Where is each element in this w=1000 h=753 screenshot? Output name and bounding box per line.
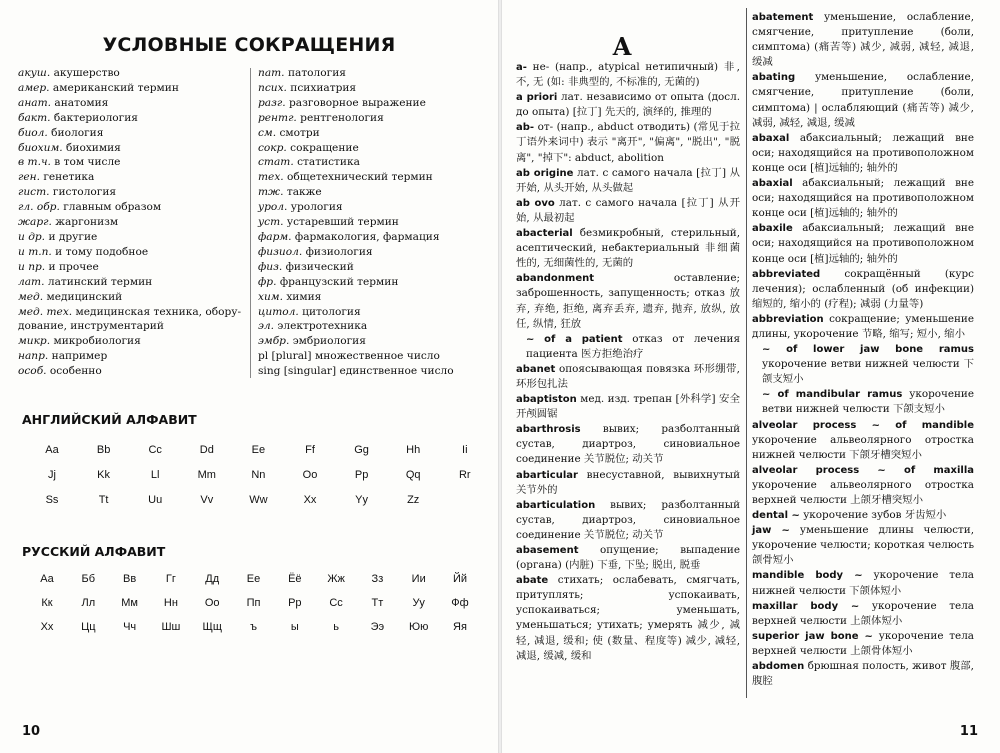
abbreviation: урол. (258, 201, 288, 214)
abbreviation-meaning: химия (286, 290, 322, 303)
alphabet-letter: Vv (200, 494, 214, 506)
abbreviation-item (18, 96, 246, 111)
dictionary-entry (752, 463, 974, 508)
abbreviation-meaning: психиатрия (290, 81, 357, 94)
abbreviation-item (18, 305, 246, 335)
headword: ~ of a patient (526, 333, 623, 345)
alphabet-letter: Юю (409, 621, 429, 633)
headword: ~ of lower jaw bone ramus (762, 344, 974, 356)
dictionary-entry (752, 599, 974, 629)
alphabet-letter: Сс (329, 597, 343, 609)
alphabet-letter: Mm (197, 469, 216, 481)
abbreviation-item (258, 66, 486, 81)
definition: внесуставной, вывихнутый 关节外的 (516, 468, 740, 496)
headword: abaptiston (516, 394, 577, 406)
abbreviation: pl [plural] (258, 350, 312, 363)
abbreviation: гист. (18, 186, 50, 199)
dictionary-sub-entry (752, 387, 974, 417)
headword: abdomen (752, 661, 805, 673)
abbreviation: жарг. (18, 216, 52, 229)
definition: лат. с самого начала [拉丁] 从开始, 从头开始, 从头做起 (516, 166, 741, 194)
alphabet-letter: Кк (41, 597, 53, 609)
dictionary-column-1 (516, 60, 740, 664)
right-page (502, 0, 1000, 753)
abbreviation-item (258, 230, 486, 245)
alphabet-letter: Jj (48, 469, 56, 481)
definition: от- (напр., abduct отводить) (常见于拉丁语外来词中) 表示 "离开", "偏离", "脱出", "脱离", "掉下": abduct, abolition (516, 121, 740, 164)
alphabet-letter: Qq (405, 469, 421, 481)
abbreviation: амер. (18, 81, 50, 94)
headword: abbreviation (752, 313, 824, 325)
alphabet-letter: Ww (249, 494, 268, 506)
alphabet-letter: Bb (96, 444, 111, 456)
abbreviation-meaning: смотри (279, 126, 320, 139)
abbreviation-meaning: рентгенология (300, 111, 384, 124)
alphabet-letter: Cc (148, 444, 162, 456)
abbreviation-meaning: устаревший термин (286, 216, 399, 229)
dictionary-entry (516, 573, 740, 664)
alphabet-letter: Zz (407, 494, 420, 506)
abbreviation: бакт. (18, 111, 51, 124)
dictionary-entry (752, 629, 974, 659)
alphabet-letter: Дд (205, 573, 220, 585)
abbreviation: эмбр. (258, 335, 290, 348)
abbreviation-meaning: и тому подобное (55, 245, 149, 258)
abbreviation-meaning: особенно (49, 365, 102, 378)
abbreviation-meaning: физиология (305, 245, 373, 258)
abbreviation-item (258, 349, 486, 364)
definition: опущение; выпадение (органа) (内脏) 下垂, 下坠; 脱出, 脱垂 (516, 544, 740, 572)
dictionary-sub-entry (752, 342, 974, 387)
abbreviation-meaning: множественное число (314, 350, 440, 363)
abbreviation-item (258, 141, 486, 156)
headword: abanet (516, 363, 556, 375)
definition: укорочение ветви нижней челюсти 下颌支短小 (762, 388, 974, 416)
abbreviation: фр. (258, 275, 277, 288)
definition: уменьшение длины челюсти, укорочение челюсти; короткая челюсть 颌骨短小 (752, 524, 974, 567)
dictionary-entry (752, 131, 974, 176)
alphabet-letter: Вв (123, 573, 137, 585)
headword: ab ovo (516, 197, 555, 209)
definition: укорочение зубов 牙齿短小 (799, 509, 947, 522)
abbreviation-meaning: биология (51, 126, 104, 139)
abbreviation: биол. (18, 126, 48, 139)
alphabet-letter: Ss (45, 494, 59, 506)
dictionary-entry (752, 221, 974, 266)
dictionary-entry (516, 60, 740, 90)
dictionary-entry (752, 508, 974, 523)
abbreviation: физ. (258, 260, 283, 273)
alphabet-letter: Ээ (370, 621, 385, 633)
definition: сокращённый (курс лечения); ослабленный (об инфекции) 缩短的, 缩小的 (疗程); 减弱 (力量等) (752, 267, 974, 310)
headword: abaxial (752, 178, 793, 190)
abbreviation: лат. (18, 275, 45, 288)
abbreviation-item (258, 126, 486, 141)
abbreviation-item (258, 170, 486, 185)
alphabet-letter: Tt (98, 494, 109, 506)
abbreviation: ген. (18, 171, 40, 184)
definition: мед. изд. трепан [外科学] 安全开颅圆锯 (516, 393, 740, 421)
definition: укорочение альвеолярного отростка нижней челюсти 下颌牙槽突短小 (752, 433, 974, 461)
abbreviation-meaning: фармакология, фармация (294, 230, 440, 243)
abbreviation-meaning: медицинский (46, 290, 123, 303)
definition: опоясывающая повязка 环形绷带, 环形包扎法 (516, 362, 740, 390)
headword: abate (516, 575, 549, 587)
abbreviation: мед. (18, 290, 44, 303)
alphabet-letter: Gg (354, 444, 369, 456)
dictionary-sub-entry (516, 332, 740, 362)
abbreviation-meaning: биохимия (66, 141, 121, 154)
headword: abating (752, 72, 796, 84)
alphabet-letter: Ii (462, 444, 468, 456)
abbreviation-item (258, 81, 486, 96)
headword: mandible body ~ (752, 570, 863, 582)
definition: вывих; разболтанный сустав, диартроз, синовиальное соединение 关节脱位; 动关节 (516, 423, 740, 466)
alphabet-letter: Pp (354, 469, 369, 481)
alphabet-letter: Oo (302, 469, 318, 481)
alphabet-letter: Ее (246, 573, 261, 585)
alphabet-letter: Чч (123, 621, 137, 633)
abbreviations-column-2 (258, 66, 486, 379)
english-alphabet-heading: АНГЛИЙСКИЙ АЛФАВИТ (22, 412, 197, 427)
abbreviation: гл. обр. (18, 201, 60, 214)
alphabet-letter: Цц (81, 621, 96, 633)
abbreviation-item (18, 155, 246, 170)
abbreviation: и др. (18, 230, 46, 243)
abbreviation: и т.п. (18, 245, 52, 258)
abbreviation-meaning: и другие (48, 230, 98, 243)
abbreviation: псих. (258, 81, 287, 94)
headword: a priori (516, 92, 558, 104)
alphabet-letter: ъ (250, 621, 257, 633)
headword: abarticulation (516, 499, 596, 511)
page-title: УСЛОВНЫЕ СОКРАЩЕНИЯ (102, 34, 396, 56)
alphabet-letter: Xx (303, 494, 317, 506)
column-divider (746, 8, 747, 698)
abbreviation: биохим. (18, 141, 63, 154)
abbreviation-item (18, 215, 246, 230)
dictionary-entry (516, 226, 740, 271)
dictionary-entry (752, 10, 974, 70)
definition: безмикробный, стерильный, асептический, небактериальный 非细菌性的, 无细菌性的, 无菌的 (516, 227, 740, 270)
alphabet-letter: Йй (452, 573, 468, 585)
abbreviation: фарм. (258, 230, 292, 243)
left-page (0, 0, 498, 753)
headword: superior jaw bone ~ (752, 630, 873, 642)
headword: abaxal (752, 132, 790, 144)
definition: уменьшение, ослабление, смягчение, притупление (боли, симптома) | ослабляющий (痛苦等) 减少, 减弱, 减轻, 减退, 缓减 (752, 71, 974, 129)
dictionary-column-2 (752, 10, 974, 689)
dictionary-entry (516, 120, 740, 165)
abbreviation-item (18, 364, 246, 379)
abbreviation-meaning: генетика (43, 171, 95, 184)
abbreviation: sing [singular] (258, 365, 337, 378)
abbreviation-item (258, 260, 486, 275)
abbreviation: уст. (258, 216, 284, 229)
abbreviation-item (258, 290, 486, 305)
headword: ab- (516, 122, 535, 134)
abbreviation-item (258, 334, 486, 349)
definition: оставление; заброшенность, запущенность; отказ 放弃, 弃绝, 拒绝, 离弃丢弃, 遗弃, 抛弃, 放纵, 放任, 纵情, 狂放 (516, 272, 740, 330)
abbreviation-meaning: урология (290, 201, 343, 214)
abbreviation-item (258, 319, 486, 334)
alphabet-letter: Яя (453, 621, 467, 633)
headword: jaw ~ (752, 525, 790, 537)
abbreviation-meaning: эмбриология (292, 335, 366, 348)
abbreviation-item (18, 349, 246, 364)
definition: абаксиальный; лежащий вне оси; находящийся на противоположном конце оси [植]远轴的; 轴外的 (752, 131, 974, 174)
headword: abbreviated (752, 268, 821, 280)
abbreviation-meaning: разговорное выражение (288, 96, 426, 109)
headword: abarticular (516, 469, 578, 481)
alphabet-letter: Аа (40, 573, 54, 585)
abbreviation-meaning: также (286, 186, 322, 199)
headword: abatement (752, 12, 814, 23)
abbreviation-meaning: гистология (52, 186, 117, 199)
abbreviation: рентг. (258, 111, 297, 124)
abbreviation-meaning: статистика (297, 156, 360, 169)
dictionary-entry (752, 312, 974, 342)
alphabet-letter: Нн (163, 597, 178, 609)
abbreviation-meaning: цитология (302, 305, 361, 318)
alphabet-letter: Rr (458, 469, 471, 481)
abbreviation: см. (258, 126, 277, 139)
abbreviation-item (18, 185, 246, 200)
abbreviation: хим. (258, 290, 283, 303)
headword: alveolar process ~ of mandible (752, 419, 974, 431)
alphabet-letter: Yy (355, 494, 369, 506)
definition: укорочение тела верхней челюсти 上颌体短小 (752, 599, 974, 627)
abbreviation-item (258, 364, 486, 379)
abbreviation: мед. тех. (18, 305, 73, 318)
abbreviation-item (18, 200, 246, 215)
definition: абаксиальный; лежащий вне оси; находящийся на противоположном конце оси [植]远轴的; 轴外的 (752, 177, 974, 220)
abbreviation: эл. (258, 320, 275, 333)
alphabet-letter: Kk (97, 469, 111, 481)
definition: укорочение ветви нижней челюсти 下颌支短小 (762, 358, 974, 386)
abbreviation: акуш. (18, 67, 51, 79)
dictionary-entry (516, 543, 740, 573)
page-number-left: 10 (22, 724, 41, 739)
headword: abandonment (516, 273, 595, 285)
abbreviation-meaning: акушерство (53, 67, 120, 79)
alphabet-letter: ы (290, 621, 299, 633)
alphabet-letter: Лл (81, 597, 96, 609)
definition: укорочение альвеолярного отростка верхней челюсти 上颌牙槽突短小 (752, 478, 974, 506)
definition: не- (напр., atypical нетипичный) 非, 不, 无 (如: 非典型的, 不标准的, 无菌的) (516, 61, 740, 89)
abbreviation-item (258, 215, 486, 230)
abbreviation-meaning: микробиология (53, 335, 141, 348)
alphabet-letter: Шш (161, 621, 181, 633)
abbreviation-item (18, 290, 246, 305)
abbreviation-meaning: например (51, 350, 108, 363)
alphabet-letter: Жж (327, 573, 345, 585)
definition: сокращение; уменьшение длины, укорочение 节略, 缩写; 短小, 缩小 (752, 312, 974, 340)
headword: abacterial (516, 228, 573, 240)
abbreviation-meaning: общетехнический термин (287, 171, 433, 184)
alphabet-letter: Ff (305, 444, 315, 456)
abbreviation-meaning: латинский термин (47, 275, 153, 288)
abbreviation: анат. (18, 96, 52, 109)
alphabet-letter: Dd (199, 444, 214, 456)
abbreviation-item (18, 245, 246, 260)
abbreviation-item (258, 245, 486, 260)
headword: a- (516, 62, 527, 73)
alphabet-letter: Тт (371, 597, 384, 609)
section-letter: A (612, 32, 632, 61)
dictionary-entry (516, 196, 740, 226)
dictionary-entry (516, 90, 740, 120)
abbreviation: пат. (258, 67, 285, 79)
dictionary-entry (752, 267, 974, 312)
abbreviation-item (18, 141, 246, 156)
definition: лат. независимо от опыта (досл. до опыта) [拉丁] 先天的, 演绎的, 推理的 (516, 91, 741, 119)
abbreviation: сокр. (258, 141, 287, 154)
abbreviation-item (258, 111, 486, 126)
abbreviations-column-1 (18, 66, 246, 379)
definition: отказ от лечения пациента 医方拒绝治疗 (526, 332, 741, 360)
abbreviation-meaning: единственное число (339, 365, 454, 378)
column-divider (250, 68, 251, 378)
abbreviation-item (258, 305, 486, 320)
alphabet-letter: Щщ (202, 621, 222, 633)
abbreviation-item (18, 260, 246, 275)
headword: dental ~ (752, 510, 800, 522)
abbreviation: тех. (258, 171, 284, 184)
dictionary-entry (752, 70, 974, 130)
headword: maxillar body ~ (752, 600, 860, 612)
definition: уменьшение, ослабление, смягчение, притупление (боли, симптома) (痛苦等) 减少, 减弱, 减轻, 减退, 缓减 (752, 11, 974, 69)
dictionary-entry (752, 659, 974, 689)
abbreviation-item (258, 155, 486, 170)
headword: abarthrosis (516, 424, 581, 436)
alphabet-letter: Ll (150, 469, 160, 481)
abbreviation-meaning: жаргонизм (55, 216, 119, 229)
alphabet-letter: Рр (288, 597, 302, 609)
abbreviation-item (18, 170, 246, 185)
abbreviation-meaning: и прочее (48, 260, 99, 273)
abbreviation-meaning: электротехника (277, 320, 368, 333)
headword: abasement (516, 545, 579, 556)
abbreviation: цитол. (258, 305, 299, 318)
dictionary-entry (516, 392, 740, 422)
abbreviation-meaning: американский термин (52, 81, 179, 94)
abbreviation-meaning: медицинская техника, обору-дование, инструментарий (18, 305, 242, 333)
alphabet-letter: Гг (165, 573, 176, 585)
dictionary-entry (752, 176, 974, 221)
alphabet-letter: Оо (204, 597, 220, 609)
definition: вывих; разболтанный сустав, диартроз, синовиальное соединение 关节脱位; 动关节 (516, 498, 740, 541)
abbreviation-meaning: физический (285, 260, 354, 273)
abbreviation-item (258, 275, 486, 290)
alphabet-letter: Хх (40, 621, 54, 633)
alphabet-letter: Aa (45, 444, 59, 456)
abbreviation-meaning: главным образом (63, 201, 162, 214)
alphabet-letter: Уу (412, 597, 425, 609)
dictionary-entry (516, 166, 740, 196)
abbreviation: разг. (258, 96, 286, 109)
russian-alphabet-heading: РУССКИЙ АЛФАВИТ (22, 544, 166, 559)
abbreviation-meaning: в том числе (54, 156, 121, 169)
alphabet-letter: Фф (451, 597, 469, 609)
abbreviation: микр. (18, 335, 51, 348)
alphabet-letter: Бб (81, 573, 96, 585)
headword: alveolar process ~ of maxilla (752, 464, 974, 476)
alphabet-letter: Ёё (288, 573, 302, 585)
abbreviation-meaning: французский термин (279, 275, 399, 288)
abbreviation: особ. (18, 365, 47, 378)
definition: лат. с самого начала [拉丁] 从开始, 从最初起 (516, 196, 741, 224)
dictionary-entry (516, 271, 740, 331)
abbreviation-meaning: бактериология (53, 111, 138, 124)
dictionary-entry (516, 362, 740, 392)
abbreviation-item (18, 66, 246, 81)
abbreviation-item (18, 111, 246, 126)
abbreviation-item (18, 230, 246, 245)
headword: abaxile (752, 223, 793, 235)
abbreviation: и пр. (18, 260, 46, 273)
alphabet-letter: Hh (406, 444, 421, 456)
headword: ab origine (516, 167, 574, 179)
definition: укорочение тела верхней челюсти 上颌骨体短小 (752, 629, 975, 657)
alphabet-letter: ь (333, 621, 339, 633)
abbreviation-item (258, 96, 486, 111)
abbreviation-item (258, 200, 486, 215)
alphabet-letter: Зз (371, 573, 384, 585)
dictionary-entry (752, 418, 974, 463)
abbreviation: стат. (258, 156, 294, 169)
definition: укорочение тела нижней челюсти 下颌体短小 (752, 569, 974, 597)
abbreviation-meaning: патология (287, 67, 346, 79)
alphabet-letter: Пп (246, 597, 261, 609)
page-number-right: 11 (959, 724, 978, 739)
alphabet-letter: Мм (121, 597, 138, 609)
definition: абаксиальный; лежащий вне оси; находящийся на противоположном конце оси [植]远轴的; 轴外的 (752, 222, 974, 265)
abbreviation: в т.ч. (18, 156, 51, 169)
abbreviation-item (258, 185, 486, 200)
abbreviation-item (18, 126, 246, 141)
abbreviation-item (18, 275, 246, 290)
alphabet-letter: Nn (251, 469, 266, 481)
dictionary-entry (516, 498, 740, 543)
abbreviation-item (18, 81, 246, 96)
definition: брюшная полость, живот 腹部, 腹腔 (752, 660, 974, 688)
alphabet-letter: Ии (411, 573, 426, 585)
abbreviation: физиол. (258, 245, 303, 258)
abbreviation: тж. (258, 186, 284, 199)
headword: ~ of mandibular ramus (762, 389, 903, 401)
abbreviation-meaning: сокращение (290, 141, 359, 154)
dictionary-entry (516, 422, 740, 467)
definition: стихать; ослабевать, смягчать, притуплять; успокаивать, успокаиваться; уменьшать, уменьшаться; утихать; умерять 减少, 减轻, 减退, 缓和; 使 (数量、程度等) 减少, 减轻, 减退, 缓减, 缓和 (516, 574, 740, 662)
dictionary-entry (516, 468, 740, 498)
abbreviation-item (18, 334, 246, 349)
abbreviation: напр. (18, 350, 49, 363)
abbreviation-meaning: анатомия (54, 96, 109, 109)
alphabet-letter: Uu (148, 494, 163, 506)
dictionary-entry (752, 523, 974, 568)
dictionary-entry (752, 568, 974, 598)
alphabet-letter: Ee (251, 444, 266, 456)
